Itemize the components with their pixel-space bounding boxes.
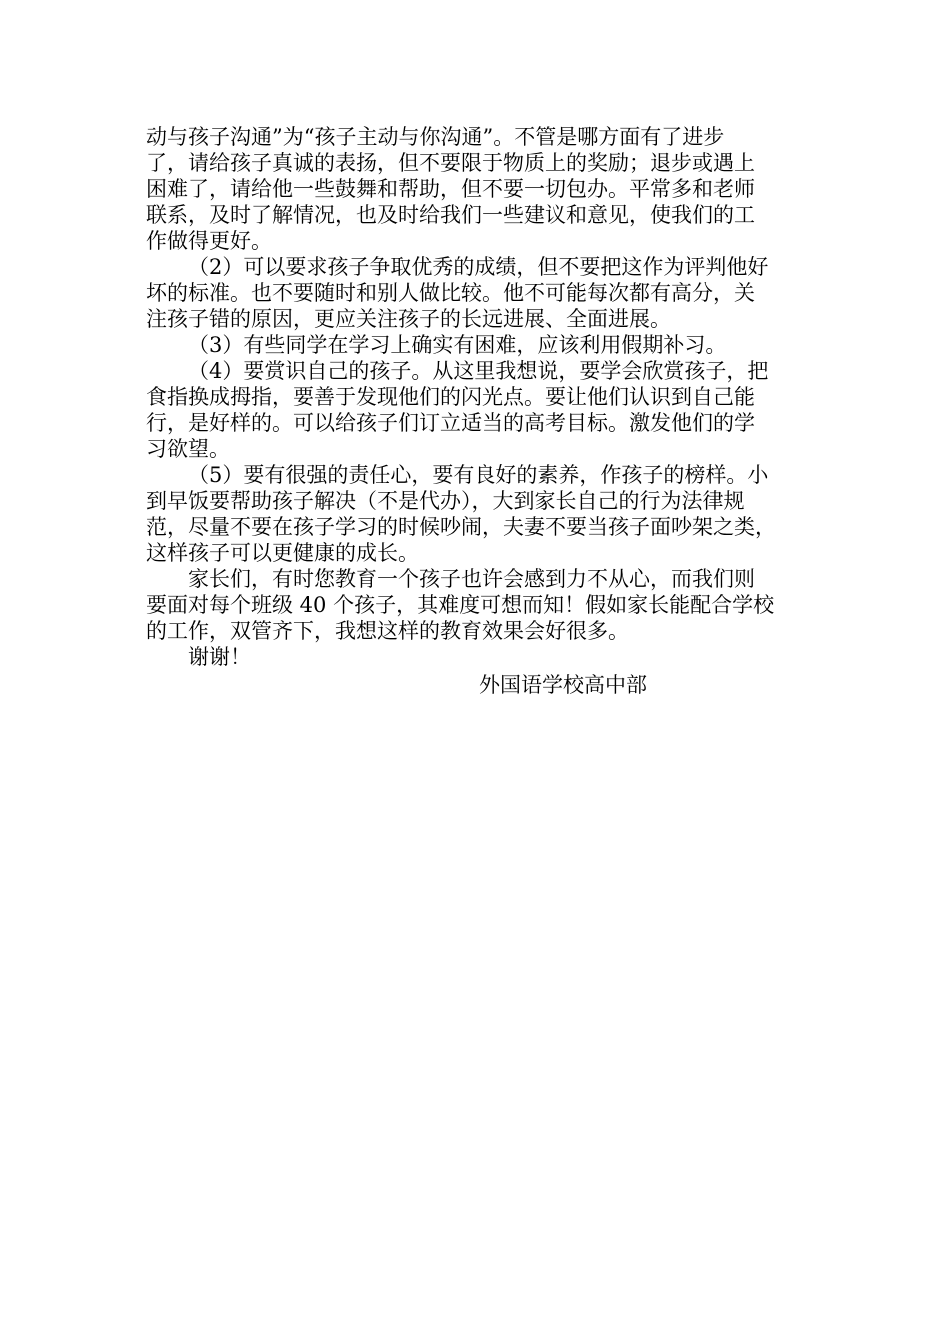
- closing-thanks: 谢谢！: [188, 645, 251, 669]
- signature: 外国语学校高中部: [479, 673, 647, 697]
- text-line: 要面对每个班级 40 个孩子，其难度可想而知！假如家长能配合学校: [146, 593, 775, 617]
- paragraph-start-line: （2）可以要求孩子争取优秀的成绩，但不要把这作为评判他好: [188, 255, 769, 279]
- text-line: 这样孩子可以更健康的成长。: [146, 541, 419, 565]
- text-line: 范，尽量不要在孩子学习的时候吵闹，夫妻不要当孩子面吵架之类，: [146, 515, 776, 539]
- text-line: 行，是好样的。可以给孩子们订立适当的高考目标。激发他们的学: [146, 411, 755, 435]
- text-line: 的工作，双管齐下，我想这样的教育效果会好很多。: [146, 619, 629, 643]
- text-line: 联系，及时了解情况，也及时给我们一些建议和意见，使我们的工: [146, 203, 755, 227]
- paragraph-start-line: （5）要有很强的责任心，要有良好的素养，作孩子的榜样。小: [188, 463, 769, 487]
- text-line: 到早饭要帮助孩子解决（不是代办），大到家长自己的行为法律规: [146, 489, 745, 513]
- text-line: 了，请给孩子真诚的表扬，但不要限于物质上的奖励；退步或遇上: [146, 151, 755, 175]
- text-line: 坏的标准。也不要随时和别人做比较。他不可能每次都有高分，关: [146, 281, 755, 305]
- text-line: 作做得更好。: [146, 229, 272, 253]
- paragraph-start-line: （4）要赏识自己的孩子。从这里我想说，要学会欣赏孩子，把: [188, 359, 769, 383]
- text-line: 食指换成拇指，要善于发现他们的闪光点。要让他们认识到自己能: [146, 385, 755, 409]
- text-line: 动与孩子沟通”为“孩子主动与你沟通”。不管是哪方面有了进步: [146, 125, 725, 149]
- text-line: 困难了，请给他一些鼓舞和帮助，但不要一切包办。平常多和老师: [146, 177, 755, 201]
- paragraph-start-line: 家长们，有时您教育一个孩子也许会感到力不从心，而我们则: [188, 567, 755, 591]
- text-line: 注孩子错的原因，更应关注孩子的长远进展、全面进展。: [146, 307, 671, 331]
- paragraph-start-line: （3）有些同学在学习上确实有困难，应该利用假期补习。: [188, 333, 727, 357]
- text-line: 习欲望。: [146, 437, 230, 461]
